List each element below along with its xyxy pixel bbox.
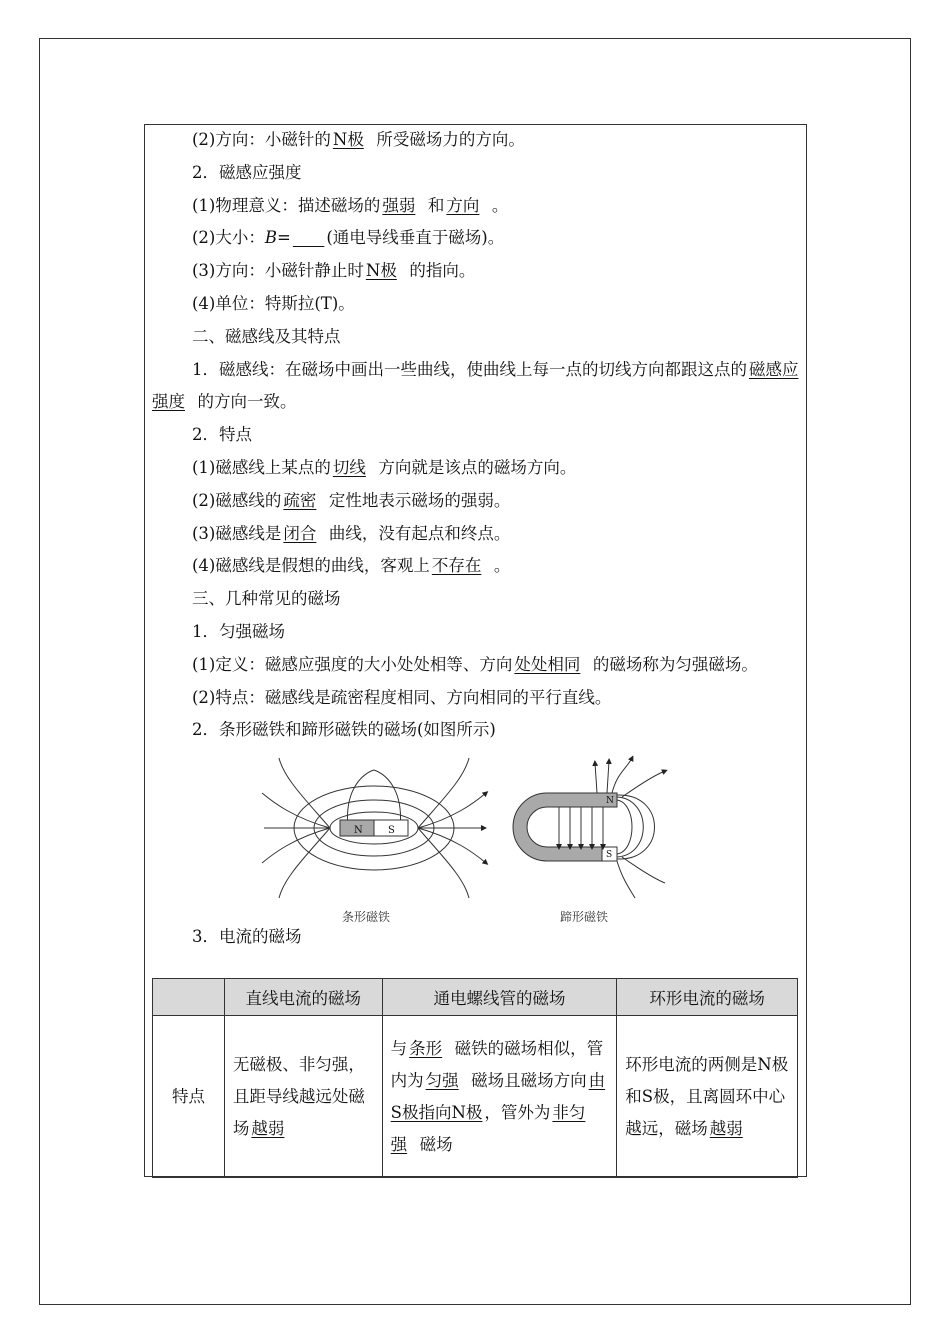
answer-blank: 不存在 <box>431 556 482 576</box>
answer-blank: 由S极指向N极 <box>390 1070 606 1122</box>
answer-blank: 条形 <box>409 1038 443 1058</box>
header-solenoid: 通电螺线管的磁场 <box>382 979 617 1016</box>
answer-blank: 越弱 <box>709 1118 743 1138</box>
text: 磁场 <box>419 1134 453 1154</box>
feature-1 <box>152 452 800 485</box>
section-heading-3: 三、几种常见的磁场 <box>192 589 341 609</box>
header-loop: 环形电流的磁场 <box>617 979 798 1016</box>
answer-blank: 强弱 <box>382 195 416 215</box>
uniform-feature: (2)特点：磁感线是疏密程度相同、方向相同的平行直线。 <box>192 687 612 707</box>
cell-straight <box>224 1016 382 1178</box>
feature-2 <box>152 485 800 518</box>
text: (2)磁感线的 <box>192 490 282 510</box>
answer-blank: N极 <box>365 261 397 281</box>
uniform-definition <box>152 649 800 682</box>
physical-meaning-line <box>152 190 800 223</box>
answer-blank: 磁感应强度 <box>152 359 799 412</box>
variable: B <box>264 228 278 248</box>
text: 1．磁感线：在磁场中画出一些曲线，使曲线上每一点的切线方向都跟这点的 <box>192 359 747 379</box>
text: 磁场且磁场方向 <box>471 1070 587 1090</box>
text: 的指向。 <box>409 261 476 281</box>
text: 所受磁场力的方向。 <box>376 130 525 149</box>
answer-blank: 非匀强 <box>390 1102 586 1154</box>
answer-blank-empty <box>291 228 326 247</box>
magnet-figure <box>152 753 800 923</box>
text: (1)定义：磁感应强度的大小处处相等、方向 <box>192 654 513 674</box>
bar-n-label: N <box>354 825 363 837</box>
direction-line <box>152 124 800 157</box>
table-row <box>153 1016 798 1178</box>
text: 定性地表示磁场的强弱。 <box>328 490 511 510</box>
header-empty <box>153 979 225 1016</box>
document-body <box>152 124 800 954</box>
section-heading: 二、磁感线及其特点 <box>192 326 341 346</box>
magnets-heading: 2．条形磁铁和蹄形磁铁的磁场(如图所示) <box>192 720 496 740</box>
answer-blank: 方向 <box>446 195 480 215</box>
text: 的方向一致。 <box>197 392 297 412</box>
row-label: 特点 <box>153 1016 225 1178</box>
answer-blank: 疏密 <box>283 490 317 510</box>
answer-blank: 越弱 <box>251 1118 285 1138</box>
feature-3 <box>152 518 800 551</box>
text: 。 <box>491 195 509 215</box>
text: 。 <box>493 556 511 576</box>
text: 与 <box>390 1038 408 1058</box>
bar-magnet <box>262 758 486 898</box>
current-field-heading: 3．电流的磁场 <box>192 927 302 947</box>
heading-2: 2．磁感应强度 <box>192 162 302 182</box>
text: (3)磁感线是 <box>192 523 282 543</box>
horse-n-label: N <box>606 796 614 807</box>
text: (2)大小： <box>192 228 265 248</box>
text: 磁铁的磁场相似，管内为 <box>390 1038 604 1090</box>
text: (1)磁感线上某点的 <box>192 457 331 477</box>
bar-s-label: S <box>388 825 395 837</box>
answer-blank: 闭合 <box>283 523 317 543</box>
heading-features: 2．特点 <box>192 425 252 445</box>
answer-blank: 匀强 <box>425 1070 459 1090</box>
header-straight: 直线电流的磁场 <box>224 979 382 1016</box>
horseshoe-caption: 蹄形磁铁 <box>560 910 609 925</box>
heading-uniform: 1．匀强磁场 <box>192 621 285 641</box>
text: = <box>277 228 291 248</box>
horse-s-label: S <box>606 850 613 861</box>
magnet-field-diagram <box>152 753 800 923</box>
text: 的磁场称为匀强磁场。 <box>592 654 758 674</box>
current-field-table <box>152 978 798 1178</box>
text: 环形电流的两侧是N极和S极，且离圆环中心越远，磁场 <box>625 1054 789 1138</box>
table-header-row <box>153 979 798 1016</box>
text: (1)物理意义：描述磁场的 <box>192 195 381 215</box>
answer-blank: 切线 <box>332 457 366 477</box>
answer-blank: 处处相同 <box>514 654 581 674</box>
direction-line-2 <box>152 255 800 288</box>
horseshoe-magnet <box>513 758 665 898</box>
magnitude-line <box>152 222 800 255</box>
text: ，管外为 <box>484 1102 551 1122</box>
text: (3)方向：小磁针静止时 <box>192 261 364 281</box>
text: (4)磁感线是假想的曲线，客观上 <box>192 556 430 576</box>
cell-solenoid <box>382 1016 617 1178</box>
definition-paragraph <box>152 354 800 420</box>
text: 和 <box>427 195 445 215</box>
text: (通电导线垂直于磁场)。 <box>326 228 505 248</box>
text: (2)方向：小磁针的 <box>192 130 331 149</box>
text: 无磁极、非匀强，且距导线越远处磁场 <box>232 1054 365 1138</box>
feature-4 <box>152 550 800 583</box>
text: 曲线，没有起点和终点。 <box>328 523 511 543</box>
bar-magnet-caption: 条形磁铁 <box>342 910 391 925</box>
unit-line: (4)单位：特斯拉(T)。 <box>192 293 355 313</box>
text: 方向就是该点的磁场方向。 <box>378 457 577 477</box>
cell-loop <box>617 1016 798 1178</box>
answer-blank: N极 <box>332 130 364 149</box>
